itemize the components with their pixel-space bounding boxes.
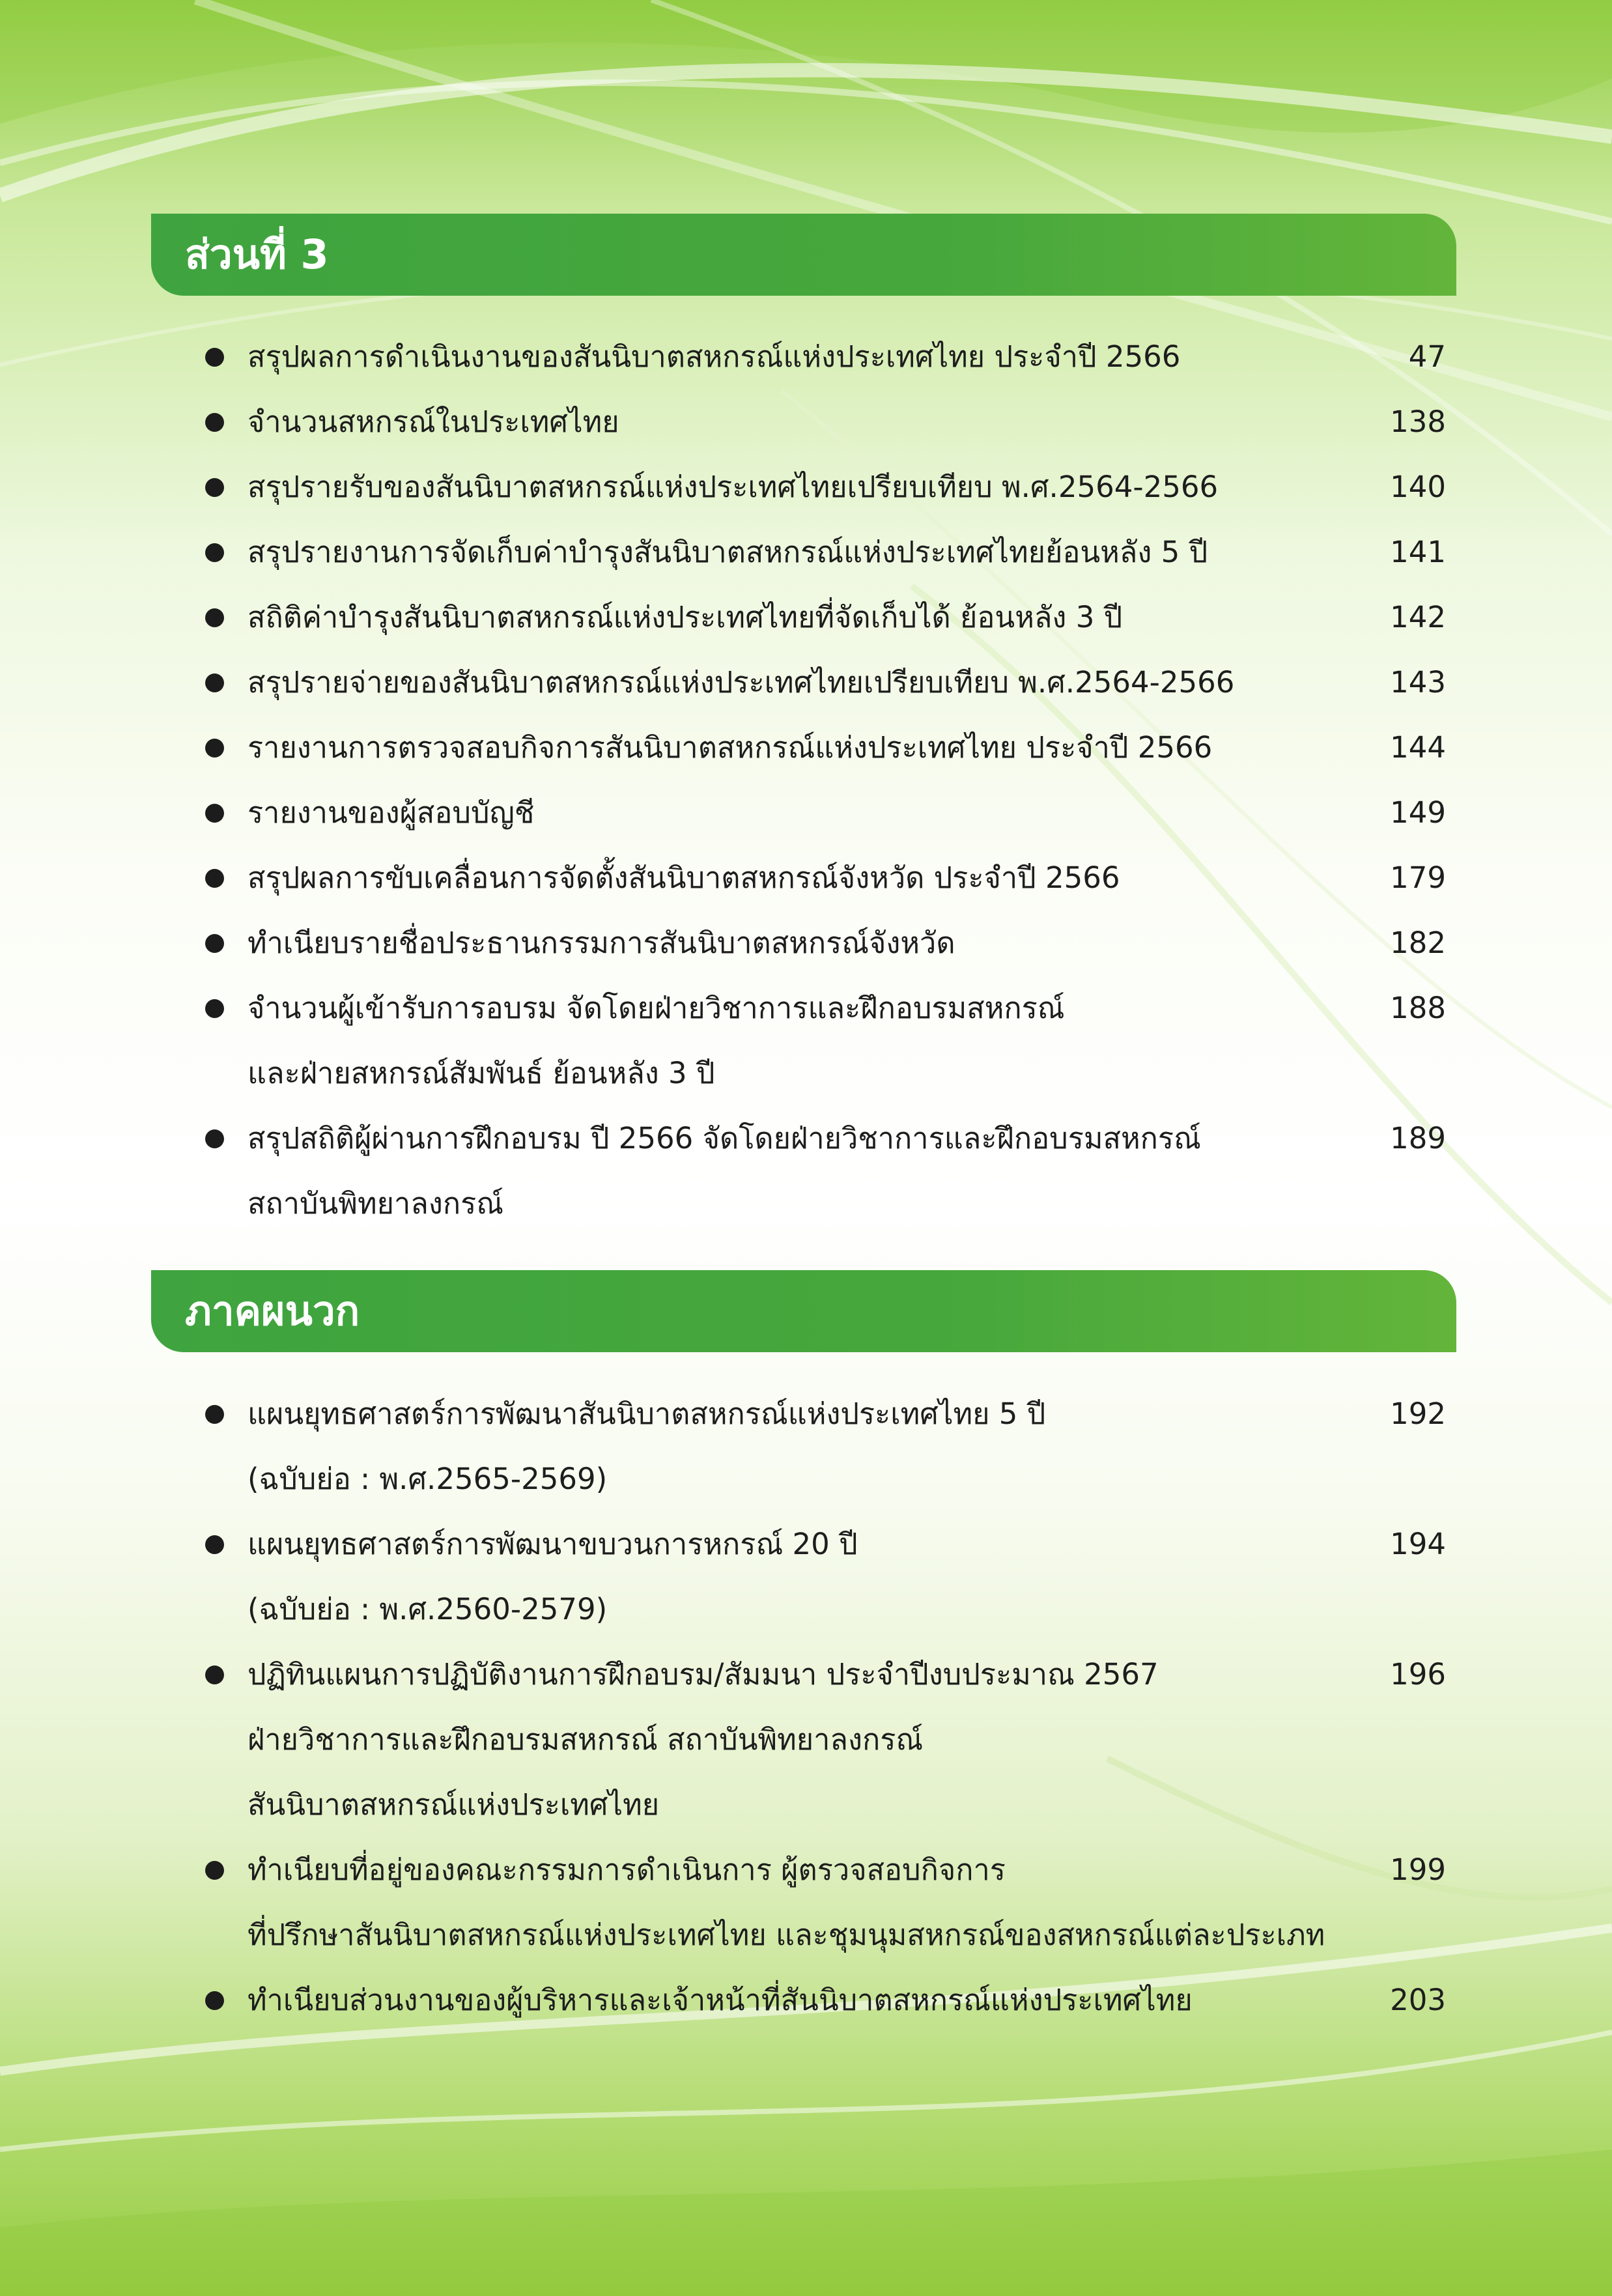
toc-entry-page-number: 203 <box>1390 1983 1446 2017</box>
toc-entry-title-line: สถิติค่าบำรุงสันนิบาตสหกรณ์แห่งประเทศไทยที่จัดเก็บได้ ย้อนหลัง 3 ปี <box>247 600 1123 634</box>
toc-entry-title <box>247 585 1342 650</box>
bullet-icon <box>205 1535 224 1554</box>
toc-entry-title-line: จำนวนสหกรณ์ในประเทศไทย <box>247 404 619 439</box>
appendix-heading: ภาคผนวก <box>185 1287 360 1335</box>
bullet-icon <box>205 804 224 823</box>
toc-entry[interactable] <box>0 1968 1612 2033</box>
toc-entry-page-number: 142 <box>1390 600 1446 634</box>
bullet-icon <box>205 934 224 953</box>
appendix-header <box>151 1270 1456 1352</box>
toc-entry-page-number: 179 <box>1390 860 1446 895</box>
toc-entry[interactable] <box>0 845 1612 911</box>
toc-entry-title-line: (ฉบับย่อ : พ.ศ.2560-2579) <box>247 1592 608 1626</box>
toc-entry[interactable] <box>0 1382 1612 1512</box>
toc-entry[interactable] <box>0 976 1612 1106</box>
toc-entry-title-line: สรุปผลการดำเนินงานของสันนิบาตสหกรณ์แห่งประเทศไทย ประจำปี 2566 <box>247 339 1181 374</box>
toc-entry-title-line: รายงานการตรวจสอบกิจการสันนิบาตสหกรณ์แห่งประเทศไทย ประจำปี 2566 <box>247 730 1213 765</box>
toc-entry[interactable] <box>0 585 1612 650</box>
bullet-icon <box>205 1665 224 1684</box>
toc-entry-title <box>247 911 1342 976</box>
toc-entry-page-number: 141 <box>1390 535 1446 569</box>
toc-entry[interactable] <box>0 780 1612 845</box>
toc-entry-title-line: ปฏิทินแผนการปฏิบัติงานการฝึกอบรม/สัมมนา ประจำปีงบประมาณ 2567 <box>247 1657 1159 1692</box>
toc-entry-title <box>247 1382 1342 1512</box>
toc-entry[interactable] <box>0 324 1612 390</box>
toc-entry-title-line: ทำเนียบรายชื่อประธานกรรมการสันนิบาตสหกรณ์จังหวัด <box>247 926 955 960</box>
toc-entry-title-line: สรุปรายงานการจัดเก็บค่าบำรุงสันนิบาตสหกรณ์แห่งประเทศไทยย้อนหลัง 5 ปี <box>247 535 1208 569</box>
toc-entry-title-line: จำนวนผู้เข้ารับการอบรม จัดโดยฝ่ายวิชาการและฝึกอบรมสหกรณ์ <box>247 991 1065 1025</box>
toc-entry-page-number: 189 <box>1390 1121 1446 1155</box>
bullet-icon <box>205 1405 224 1424</box>
toc-entry-page-number: 144 <box>1390 730 1446 765</box>
toc-entry-title-line: แผนยุทธศาสตร์การพัฒนาสันนิบาตสหกรณ์แห่งประเทศไทย 5 ปี <box>247 1396 1046 1431</box>
toc-entry-title-line: สถาบันพิทยาลงกรณ์ <box>247 1186 503 1221</box>
bullet-icon <box>205 413 224 432</box>
toc-entry-title <box>247 1837 1342 1968</box>
toc-entry-title <box>247 324 1342 390</box>
toc-entry-title-line: ที่ปรึกษาสันนิบาตสหกรณ์แห่งประเทศไทย และชุมนุมสหกรณ์ของสหกรณ์แต่ละประเภท <box>247 1918 1325 1952</box>
toc-entry-page-number: 194 <box>1390 1527 1446 1561</box>
bullet-icon <box>205 1861 224 1880</box>
toc-entry-page-number: 140 <box>1390 470 1446 504</box>
toc-entry-title <box>247 780 1342 845</box>
toc-entry-page-number: 182 <box>1390 926 1446 960</box>
toc-entry-page-number: 196 <box>1390 1657 1446 1692</box>
bullet-icon <box>205 673 224 692</box>
toc-entry[interactable] <box>0 1512 1612 1642</box>
toc-entry[interactable] <box>0 650 1612 715</box>
toc-entry-page-number: 188 <box>1390 991 1446 1025</box>
toc-entry-title <box>247 390 1342 455</box>
bullet-icon <box>205 608 224 627</box>
toc-entry[interactable] <box>0 1642 1612 1837</box>
toc-entry-title <box>247 520 1342 585</box>
toc-entry-title <box>247 455 1342 520</box>
section-3-header <box>151 214 1456 296</box>
toc-entry-page-number: 47 <box>1408 339 1446 374</box>
toc-entry-title-line: สันนิบาตสหกรณ์แห่งประเทศไทย <box>247 1787 660 1822</box>
toc-entry-title-line: ทำเนียบที่อยู่ของคณะกรรมการดำเนินการ ผู้ตรวจสอบกิจการ <box>247 1852 1006 1887</box>
toc-entry-title-line: (ฉบับย่อ : พ.ศ.2565-2569) <box>247 1462 608 1496</box>
toc-entry-page-number: 149 <box>1390 795 1446 830</box>
bullet-icon <box>205 543 224 562</box>
bullet-icon <box>205 478 224 497</box>
toc-entry-title-line: แผนยุทธศาสตร์การพัฒนาขบวนการหกรณ์ 20 ปี <box>247 1527 858 1561</box>
toc-entry[interactable] <box>0 1837 1612 1968</box>
toc-entry[interactable] <box>0 455 1612 520</box>
toc-entry-title <box>247 715 1342 780</box>
toc-entry[interactable] <box>0 1106 1612 1236</box>
toc-entry-title <box>247 845 1342 911</box>
bullet-icon <box>205 869 224 888</box>
bullet-icon <box>205 1991 224 2010</box>
toc-entry-title <box>247 976 1342 1106</box>
toc-entry[interactable] <box>0 715 1612 780</box>
toc-entry-title-line: สรุปรายจ่ายของสันนิบาตสหกรณ์แห่งประเทศไทยเปรียบเทียบ พ.ศ.2564-2566 <box>247 665 1235 700</box>
toc-entry-title-line: ฝ่ายวิชาการและฝึกอบรมสหกรณ์ สถาบันพิทยาลงกรณ์ <box>247 1722 924 1757</box>
bullet-icon <box>205 348 224 367</box>
toc-entry[interactable] <box>0 911 1612 976</box>
toc-entry-title-line: ทำเนียบส่วนงานของผู้บริหารและเจ้าหน้าที่สันนิบาตสหกรณ์แห่งประเทศไทย <box>247 1983 1193 2017</box>
toc-entry[interactable] <box>0 390 1612 455</box>
toc-entry-title-line: สรุปผลการขับเคลื่อนการจัดตั้งสันนิบาตสหกรณ์จังหวัด ประจำปี 2566 <box>247 860 1120 895</box>
toc-entry[interactable] <box>0 520 1612 585</box>
toc-entry-page-number: 192 <box>1390 1396 1446 1431</box>
toc-entry-title <box>247 1512 1342 1642</box>
toc-entry-title-line: รายงานของผู้สอบบัญชี <box>247 795 535 830</box>
toc-entry-page-number: 138 <box>1390 404 1446 439</box>
bullet-icon <box>205 999 224 1018</box>
toc-entry-title <box>247 1968 1342 2033</box>
toc-entry-title-line: และฝ่ายสหกรณ์สัมพันธ์ ย้อนหลัง 3 ปี <box>247 1056 715 1090</box>
toc-entry-page-number: 143 <box>1390 665 1446 700</box>
bullet-icon <box>205 1129 224 1148</box>
toc-entry-title-line: สรุปสถิติผู้ผ่านการฝึกอบรม ปี 2566 จัดโดยฝ่ายวิชาการและฝึกอบรมสหกรณ์ <box>247 1121 1201 1155</box>
section-3-heading: ส่วนที่ 3 <box>185 231 329 278</box>
toc-entry-title-line: สรุปรายรับของสันนิบาตสหกรณ์แห่งประเทศไทยเปรียบเทียบ พ.ศ.2564-2566 <box>247 470 1219 504</box>
toc-entry-title <box>247 1642 1342 1837</box>
toc-entry-title <box>247 1106 1342 1236</box>
bullet-icon <box>205 739 224 758</box>
toc-entry-page-number: 199 <box>1390 1852 1446 1887</box>
toc-entry-title <box>247 650 1342 715</box>
